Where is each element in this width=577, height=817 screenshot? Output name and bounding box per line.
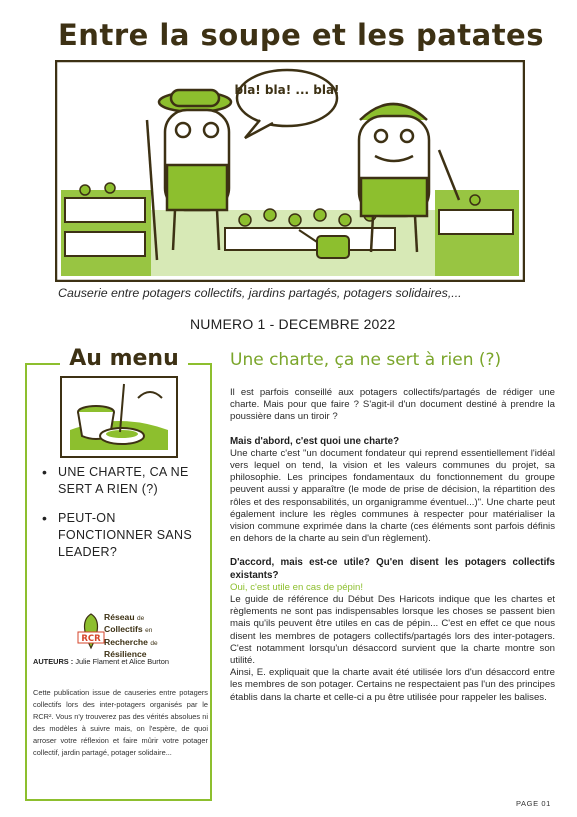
rcr-line1-small: de: [136, 615, 145, 622]
subtitle: Causerie entre potagers collectifs, jardins partagés, potagers solidaires,...: [58, 286, 462, 300]
article-body: [230, 387, 555, 704]
rcr-name: [104, 612, 204, 659]
rcr-logo-letters: RCR: [81, 634, 101, 644]
authors: [33, 657, 208, 666]
menu-list: [38, 464, 198, 573]
soup-pot-illustration: [60, 376, 178, 458]
section2-body1: Le guide de référence du Début Des Haricots indique que les chartes et règlements ne sont pas indispensables lorsque les choses se passent bien mais qu'ils peuvent être utiles en cas de pépin... C'est en effet ce que nous disent les membres de potagers collectifs/partagés lors des inter-potagers. C'est notamment lorsqu'un désaccord survient que la charte montre son utilité.: [230, 594, 555, 667]
section2-body2: Ainsi, E. expliquait que la charte avait été utilisée lors d'un désaccord entre les membres de son potager. Certains ne respectaient pas l'un des principes établis dans la charte et celle-ci a pu être utilisée pour rappeler les balises.: [230, 667, 556, 703]
rcr-line2: Collectifs: [104, 624, 143, 635]
rcr-line1: Réseau: [104, 612, 135, 622]
menu-item-charte[interactable]: • UNE CHARTE, CA NE SERT A RIEN (?): [38, 464, 198, 498]
banner-illustration: [55, 60, 525, 282]
issue-number: NUMERO 1 - DECEMBRE 2022: [190, 316, 396, 332]
newsletter-title: Entre la soupe et les patates: [58, 18, 544, 52]
rcr-line4: Résilience: [104, 648, 147, 659]
rcr-line3-small: de: [150, 639, 158, 647]
publication-blurb: Cette publication issue de causeries entre potagers collectifs lors des inter-potagers organisés par le RCR². Vous n'y trouverez pas des vérités absolues ni des modèles à suivre mais, on l'espère, de quoi arroser votre réflexion et faire mûrir votre potager collectif, jardin partagé, potager solidaire...: [33, 688, 208, 757]
speech-bubble-text: bla! bla! ... bla!: [234, 83, 340, 97]
section1-body: Une charte c'est "un document fondateur qui reprend essentiellement l'idéal vers lequel on tend, la vision et les valeurs communes du projet, sa philosophie. Les principes fondamentaux du fonctionnement du groupe peuvent aussi y apparaître (le mode de prise de décision, la répartition des rôles et des responsabilités, un organigramme éventuel...)". Une charte peut également inclure les règles communes à respecter pour matérialiser la vision commune exprimée dans la charte (ces éléments sont parfois définis en dehors de la charte au sein d'un règlement).: [230, 447, 555, 545]
menu-title: Au menu: [60, 346, 188, 371]
page-number: PAGE 01: [516, 799, 551, 808]
section2-highlight: Oui, c'est utile en cas de pépin!: [230, 581, 364, 593]
rcr-logo: [76, 612, 106, 650]
section2-heading: D'accord, mais est-ce utile? Qu'en disent les potagers collectifs existants?: [230, 557, 555, 581]
section1-heading: Mais d'abord, c'est quoi une charte?: [230, 435, 400, 447]
article-title: Une charte, ça ne sert à rien (?): [230, 350, 502, 370]
menu-item-leader[interactable]: • PEUT-ON FONCTIONNER SANS LEADER?: [38, 510, 198, 561]
article-intro: Il est parfois conseillé aux potagers collectifs/partagés de rédiger une charte. Mais pour que faire ? S'agit-il d'un document destiné à prendre la poussière dans un tiroir ?: [230, 387, 555, 423]
rcr-line3: Recherche: [104, 636, 148, 647]
authors-label: AUTEURS :: [33, 657, 74, 666]
rcr-line2-small: en: [145, 627, 153, 635]
authors-names: Julie Flament et Alice Burton: [75, 657, 169, 666]
